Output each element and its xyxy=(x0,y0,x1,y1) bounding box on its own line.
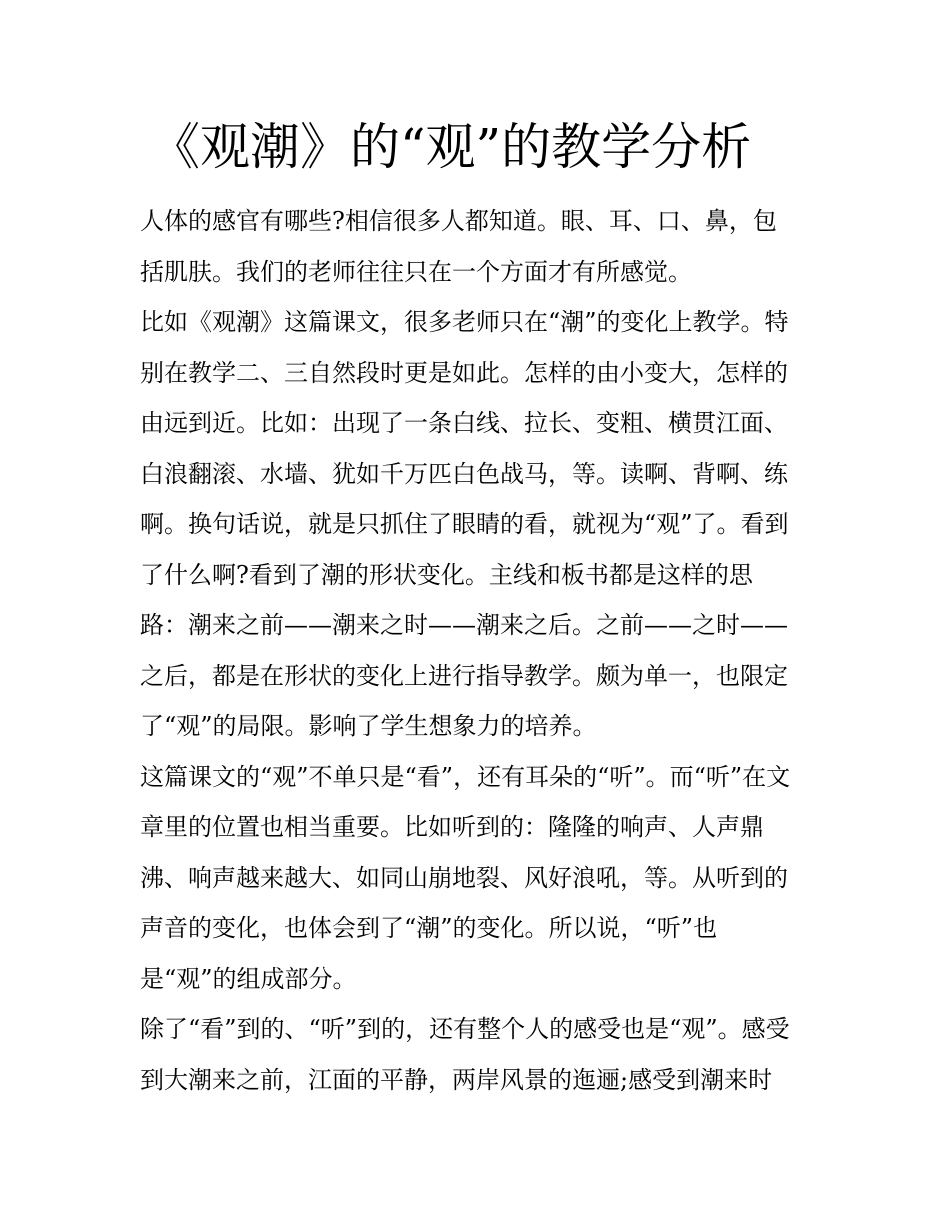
text-line: 别在教学二、三自然段时更是如此。怎样的由小变大，怎样的 xyxy=(140,358,788,387)
text-line: 了什么啊?看到了潮的形状变化。主线和板书都是这样的思 xyxy=(140,560,753,589)
document-title: 《观潮》的“观”的教学分析 xyxy=(150,118,752,176)
text-line: 除了“看”到的、“听”到的，还有整个人的感受也是“观”。感受 xyxy=(140,1015,790,1043)
text-line: 章里的位置也相当重要。比如听到的：隆隆的响声、人声鼎 xyxy=(140,813,764,841)
text-line: 是“观”的组成部分。 xyxy=(140,964,357,993)
text-line: 到大潮来之前，江面的平静，两岸风景的迤逦;感受到潮来时 xyxy=(140,1065,773,1094)
text-line: 白浪翻滚、水墙、犹如千万匹白色战马，等。读啊、背啊、练 xyxy=(140,459,788,488)
document-body xyxy=(140,196,820,1105)
text-line: 之后，都是在形状的变化上进行指导教学。颇为单一，也限定 xyxy=(140,661,788,690)
text-line: 沸、响声越来越大、如同山崩地裂、风好浪吼，等。从听到的 xyxy=(140,863,788,892)
text-line: 括肌肤。我们的老师往往只在一个方面才有所感觉。 xyxy=(140,257,692,286)
text-line: 人体的感官有哪些?相信很多人都知道。眼、耳、口、鼻，包 xyxy=(140,207,777,235)
text-line: 由远到近。比如：出现了一条白线、拉长、变粗、横贯江面、 xyxy=(140,409,788,437)
text-line: 了“观”的局限。影响了学生想象力的培养。 xyxy=(140,712,597,740)
text-line: 比如《观潮》这篇课文，很多老师只在“潮”的变化上教学。特 xyxy=(140,308,789,336)
text-line: 这篇课文的“观”不单只是“看”，还有耳朵的“听”。而“听”在文 xyxy=(140,762,791,791)
text-line: 啊。换句话说，就是只抓住了眼睛的看，就视为“观”了。看到 xyxy=(140,510,789,538)
text-line: 声音的变化，也体会到了“潮”的变化。所以说，“听”也 xyxy=(140,914,718,942)
text-line: 路：潮来之前——潮来之时——潮来之后。之前——之时—— xyxy=(140,611,788,639)
